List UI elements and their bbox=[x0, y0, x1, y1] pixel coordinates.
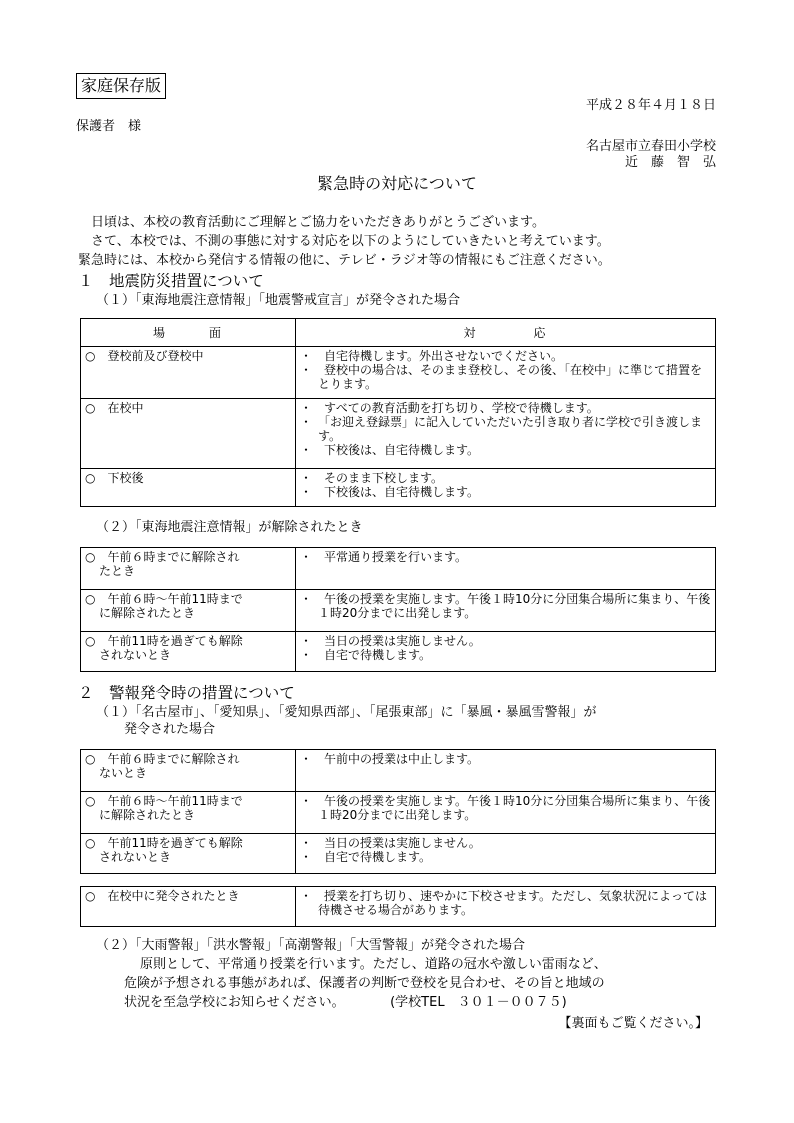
intro-line: さて、本校では、不測の事態に対する対応を以下のようにしていきたいと考えています。 bbox=[78, 234, 610, 249]
scene-line: たとき bbox=[99, 564, 136, 578]
scene-line: に解除されたとき bbox=[99, 606, 196, 620]
body-line: 状況を至急学校にお知らせください。 (学校TEL ３０１－００７５) bbox=[124, 995, 567, 1010]
recipient: 保護者 様 bbox=[76, 119, 142, 134]
scene-line: ○ 午前６時までに解除され bbox=[85, 752, 240, 766]
table-row bbox=[81, 347, 716, 399]
response-item: ・ 当日の授業は実施しません。 bbox=[300, 634, 481, 648]
section-1-heading: １ 地震防災措置について bbox=[78, 272, 264, 290]
response-cell bbox=[296, 632, 716, 672]
section-1-subheading: （２）「東海地震注意情報」が解除されたとき bbox=[96, 520, 363, 535]
response-cell bbox=[296, 750, 716, 792]
response-item: ・ 下校後は、自宅待機します。 bbox=[300, 443, 480, 457]
scene-cell bbox=[81, 548, 296, 590]
section-2-subheading: 発令された場合 bbox=[124, 722, 216, 737]
table-header-response: 対 応 bbox=[296, 319, 716, 347]
response-item: ・ 午前中の授業は中止します。 bbox=[300, 752, 480, 766]
response-item: ・ 午後の授業を実施します。午後１時10分に分団集合場所に集まり、午後１時20分までに出発します。 bbox=[300, 592, 711, 620]
table-row bbox=[81, 632, 716, 672]
footer-note: 【裏面もご覧ください。】 bbox=[558, 1016, 708, 1031]
response-item: ・ 登校中の場合は、そのまま登校し、その後、「在校中」に準じて措置をとります。 bbox=[300, 363, 703, 391]
response-item: ・ そのまま下校します。 bbox=[300, 471, 444, 485]
scene-cell: ○ 登校前及び登校中 bbox=[81, 347, 296, 399]
response-item: ・ 「お迎え登録票」に記入していただいた引き取り者に学校で引き渡します。 bbox=[300, 415, 703, 443]
response-cell bbox=[296, 469, 716, 507]
table-row bbox=[81, 469, 716, 507]
table-row bbox=[81, 548, 716, 590]
response-cell bbox=[296, 399, 716, 469]
table-during-school bbox=[80, 886, 716, 927]
response-item: ・ 自宅待機します。外出させないでください。 bbox=[300, 349, 564, 363]
table-header-scene: 場 面 bbox=[81, 319, 296, 347]
scene-line: ○ 午前11時を過ぎても解除 bbox=[85, 836, 243, 850]
scene-line: されないとき bbox=[99, 850, 172, 864]
section-2-heading: ２ 警報発令時の措置について bbox=[78, 684, 295, 702]
intro-line: 緊急時には、本校から発信する情報の他に、テレビ・ラジオ等の情報にもご注意ください。 bbox=[78, 253, 611, 268]
response-cell bbox=[296, 834, 716, 874]
scene-cell bbox=[81, 834, 296, 874]
response-item: ・ 午後の授業を実施します。午後１時10分に分団集合場所に集まり、午後１時20分までに出発します。 bbox=[300, 794, 711, 822]
response-cell bbox=[296, 548, 716, 590]
table-row bbox=[81, 887, 716, 927]
table-row bbox=[81, 590, 716, 632]
body-line: 危険が予想される事態があれば、保護者の判断で登校を見合わせ、その旨と地域の bbox=[124, 976, 605, 991]
scene-cell bbox=[81, 590, 296, 632]
response-cell bbox=[296, 792, 716, 834]
response-cell bbox=[296, 887, 716, 927]
scene-cell bbox=[81, 792, 296, 834]
table-earthquake-alert bbox=[80, 318, 716, 507]
intro-line: 日頃は、本校の教育活動にご理解とご協力をいただきありがとうございます。 bbox=[78, 215, 545, 230]
sender-name: 近 藤 智 弘 bbox=[624, 155, 716, 170]
response-cell bbox=[296, 347, 716, 399]
response-item: ・ 授業を打ち切り、速やかに下校させます。ただし、気象状況によっては待機させる場合があります。 bbox=[300, 889, 708, 917]
scene-line: ○ 午前６時までに解除され bbox=[85, 550, 240, 564]
table-row bbox=[81, 399, 716, 469]
table-row bbox=[81, 834, 716, 874]
scene-cell: ○ 在校中に発令されたとき bbox=[81, 887, 296, 927]
scene-line: されないとき bbox=[99, 648, 172, 662]
scene-line: ないとき bbox=[99, 766, 148, 780]
response-item: ・ 平常通り授業を行います。 bbox=[300, 550, 468, 564]
scene-cell bbox=[81, 750, 296, 792]
table-storm-warning bbox=[80, 749, 716, 874]
scene-line: ○ 午前６時～午前11時まで bbox=[85, 794, 243, 808]
response-cell bbox=[296, 590, 716, 632]
scene-line: に解除されたとき bbox=[99, 808, 196, 822]
scene-line: ○ 午前11時を過ぎても解除 bbox=[85, 634, 243, 648]
issue-date: 平成２８年４月１８日 bbox=[585, 98, 716, 113]
response-item: ・ 当日の授業は実施しません。 bbox=[300, 836, 481, 850]
table-row bbox=[81, 792, 716, 834]
scene-cell: ○ 在校中 bbox=[81, 399, 296, 469]
section-2-subheading: （１）「名古屋市」、「愛知県」、「愛知県西部」、「尾張東部」に「暴風・暴風雪警報」が bbox=[96, 705, 597, 720]
response-item: ・ 自宅で待機します。 bbox=[300, 648, 432, 662]
scene-line: ○ 午前６時～午前11時まで bbox=[85, 592, 243, 606]
section-2-subheading: （２）「大雨警報」「洪水警報」「高潮警報」「大雪警報」が発令された場合 bbox=[96, 938, 526, 953]
scene-cell: ○ 下校後 bbox=[81, 469, 296, 507]
table-alert-lifted bbox=[80, 547, 716, 672]
scene-cell bbox=[81, 632, 296, 672]
storage-badge: 家庭保存版 bbox=[76, 73, 166, 99]
page-title: 緊急時の対応について bbox=[317, 174, 477, 193]
response-item: ・ 下校後は、自宅待機します。 bbox=[300, 485, 480, 499]
table-row bbox=[81, 750, 716, 792]
sender-school: 名古屋市立春田小学校 bbox=[585, 139, 716, 154]
response-item: ・ すべての教育活動を打ち切り、学校で待機します。 bbox=[300, 401, 599, 415]
section-1-subheading: （１）「東海地震注意情報」「地震警戒宣言」が発令された場合 bbox=[96, 293, 461, 308]
response-item: ・ 自宅で待機します。 bbox=[300, 850, 432, 864]
body-line: 原則として、平常通り授業を行います。ただし、道路の冠水や激しい雷雨など、 bbox=[140, 957, 607, 972]
